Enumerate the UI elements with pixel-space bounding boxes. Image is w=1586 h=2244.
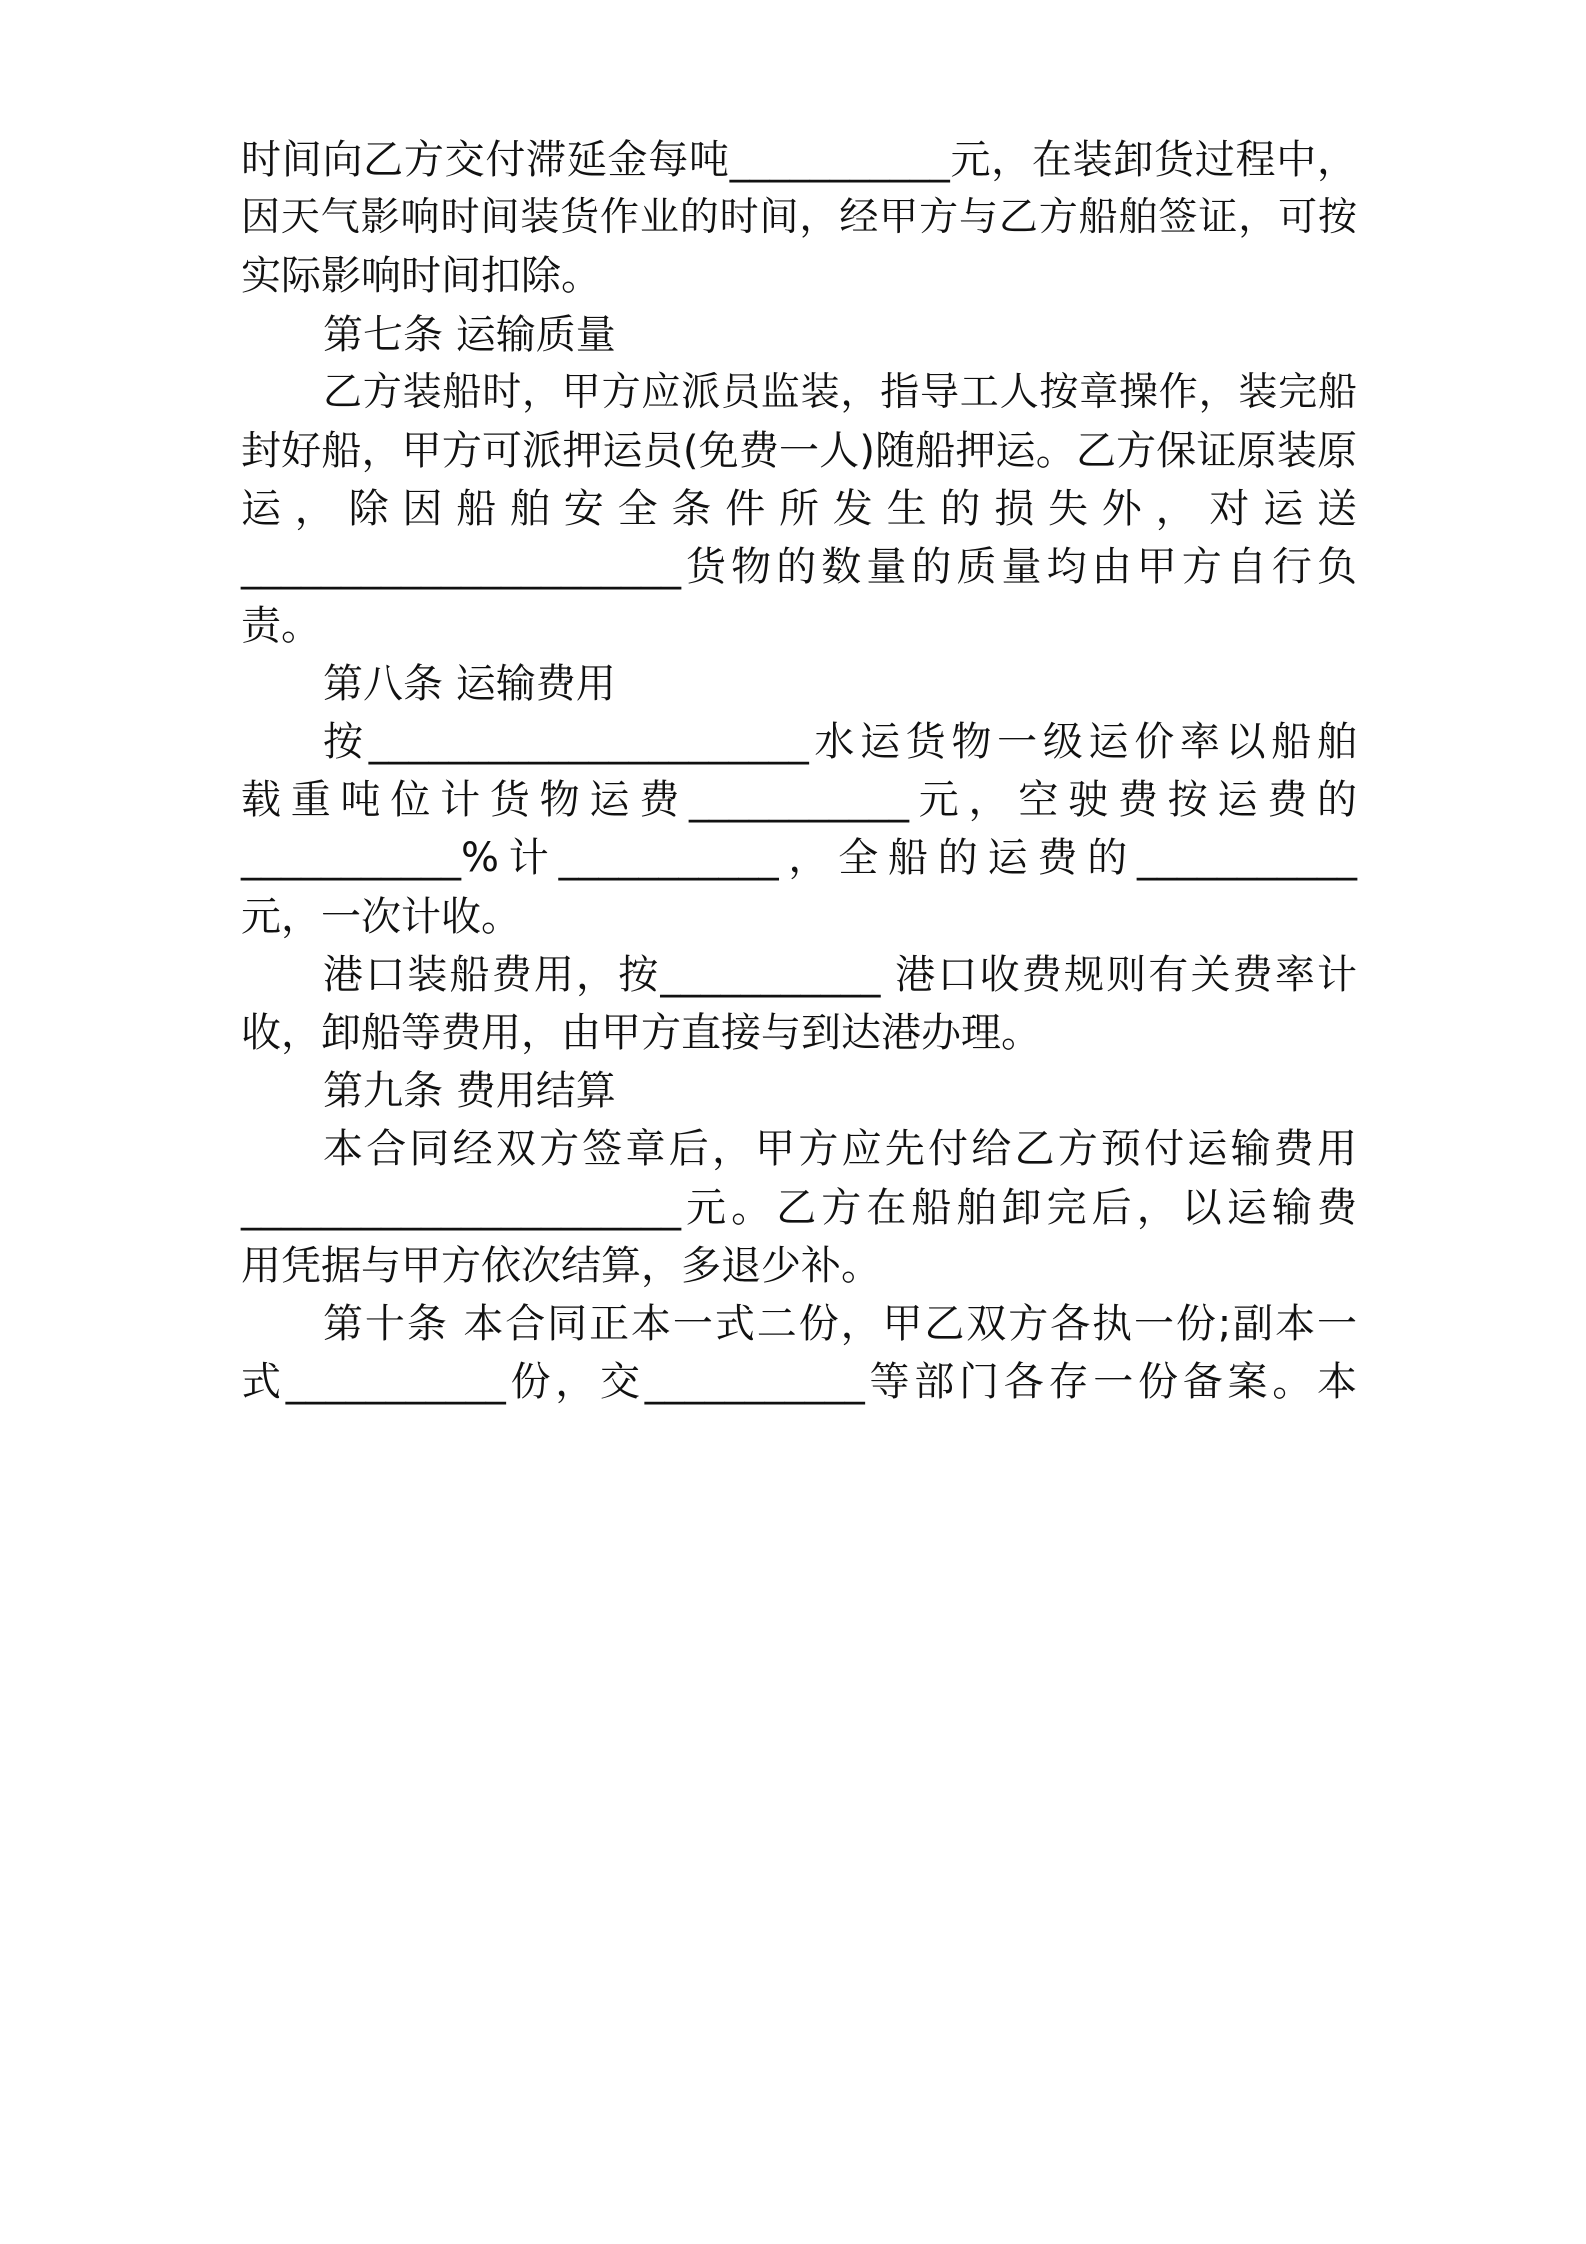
article-8-line-1: 按______________________水运货物一级运价率以船舶 xyxy=(323,719,1357,765)
article-8-line-4: 元，一次计收。 xyxy=(241,894,521,940)
paragraph-1-line-3: 实际影响时间扣除。 xyxy=(241,253,601,299)
paragraph-1-line-1: 时间向乙方交付滞延金每吨___________元，在装卸货过程中， xyxy=(241,137,1357,183)
article-8-line-3: ___________%计___________，全船的运费的___________ xyxy=(241,835,1357,881)
article-8-paragraph-2-line-1: 港口装船费用，按___________ 港口收费规则有关费率计 xyxy=(323,952,1357,998)
paragraph-1-line-2: 因天气影响时间装货作业的时间，经甲方与乙方船舶签证，可按 xyxy=(241,195,1357,240)
article-8-line-2: 载重吨位计货物运费___________元，空驶费按运费的 xyxy=(241,777,1357,823)
article-9-line-2: ______________________元。乙方在船舶卸完后，以运输费 xyxy=(241,1185,1357,1231)
article-9-line-1: 本合同经双方签章后，甲方应先付给乙方预付运输费用 xyxy=(323,1126,1357,1172)
article-10-line-2: 式___________份，交___________等部门各存一份备案。本 xyxy=(241,1359,1357,1405)
article-9-line-3: 用凭据与甲方依次结算，多退少补。 xyxy=(241,1243,881,1289)
article-8-heading: 第八条 运输费用 xyxy=(323,661,616,707)
article-7-line-5: 责。 xyxy=(241,603,321,649)
article-9-heading: 第九条 费用结算 xyxy=(323,1068,616,1114)
article-7-line-2: 封好船，甲方可派押运员(免费一人)随船押运。乙方保证原装原 xyxy=(241,428,1357,474)
article-10-line-1: 第十条 本合同正本一式二份，甲乙双方各执一份;副本一 xyxy=(323,1301,1357,1347)
article-7-line-3: 运，除因船舶安全条件所发生的损失外，对运送 xyxy=(241,486,1357,532)
article-8-paragraph-2-line-2: 收，卸船等费用，由甲方直接与到达港办理。 xyxy=(241,1010,1041,1056)
article-7-heading: 第七条 运输质量 xyxy=(323,312,616,358)
article-7-line-1: 乙方装船时，甲方应派员监装，指导工人按章操作，装完船 xyxy=(323,370,1357,415)
article-7-line-4: ______________________货物的数量的质量均由甲方自行负 xyxy=(241,544,1357,590)
